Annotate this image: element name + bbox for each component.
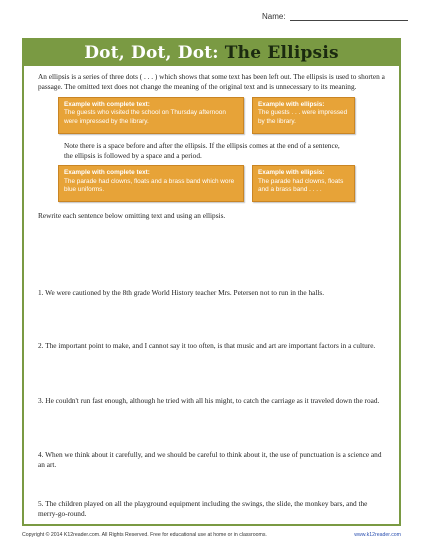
title-part1: Dot, Dot, Dot: xyxy=(84,43,219,63)
intro-paragraph: An ellipsis is a series of three dots ( . . . ) which shows that some text has been left out. The ellipsis is used to shorten a passage. The omitted text does not change the meaning of the original text and is unnecessary to its meaning. xyxy=(38,72,385,91)
example-box-ellipsis-1 xyxy=(252,97,355,134)
copyright-text: Copyright © 2014 K12reader.com. All Rights Reserved. Free for educational use at home or in classrooms. xyxy=(22,532,267,538)
example-heading: Example with complete text: xyxy=(64,101,150,109)
title-bar xyxy=(24,40,399,66)
note-paragraph: Note there is a space before and after the ellipsis. If the ellipsis comes at the end of a sentence, the ellipsis is followed by a space and a period. xyxy=(64,141,340,160)
example-box-complete-2 xyxy=(58,165,244,202)
example-box-complete-1 xyxy=(58,97,244,134)
example-row-2 xyxy=(38,165,387,207)
example-row-1 xyxy=(38,97,387,139)
question-1: 1. We were cautioned by the 8th grade World History teacher Mrs. Petersen not to run in the halls. xyxy=(38,288,325,297)
name-label: Name: xyxy=(262,12,286,21)
name-field[interactable] xyxy=(262,12,408,21)
worksheet-frame xyxy=(22,38,401,526)
name-blank-line[interactable] xyxy=(290,12,408,21)
question-5: 5. The children played on all the playground equipment including the swings, the slide, the monkey bars, and the merry-go-round. xyxy=(38,499,368,518)
example-heading: Example with ellipsis: xyxy=(258,169,325,177)
site-link[interactable]: www.k12reader.com xyxy=(354,532,401,538)
question-4: 4. When we think about it carefully, and we should be careful to think about it, the use of punctuation is a science and an art. xyxy=(38,450,382,469)
example-text: The parade had clowns, floats and a brass band which wore blue uniforms. xyxy=(64,177,235,193)
title-part2: The Ellipsis xyxy=(224,43,339,63)
question-2: 2. The important point to make, and I cannot say it too often, is that music and art are important factors in a culture. xyxy=(38,341,376,350)
question-3: 3. He couldn't run fast enough, although he tried with all his might, to catch the carriage as it traveled down the road. xyxy=(38,396,380,405)
example-heading: Example with ellipsis: xyxy=(258,101,325,109)
footer xyxy=(22,532,401,538)
content xyxy=(38,72,387,221)
example-text: The guests who visited the school on Thursday afternoon were impressed by the library. xyxy=(64,109,226,125)
example-text: The guests . . . were impressed by the library. xyxy=(258,109,348,125)
example-heading: Example with complete text: xyxy=(64,169,150,177)
example-box-ellipsis-2 xyxy=(252,165,355,202)
example-text: The parade had clowns, floats and a brass band . . . . xyxy=(258,177,344,193)
instruction: Rewrite each sentence below omitting text and using an ellipsis. xyxy=(38,211,226,221)
